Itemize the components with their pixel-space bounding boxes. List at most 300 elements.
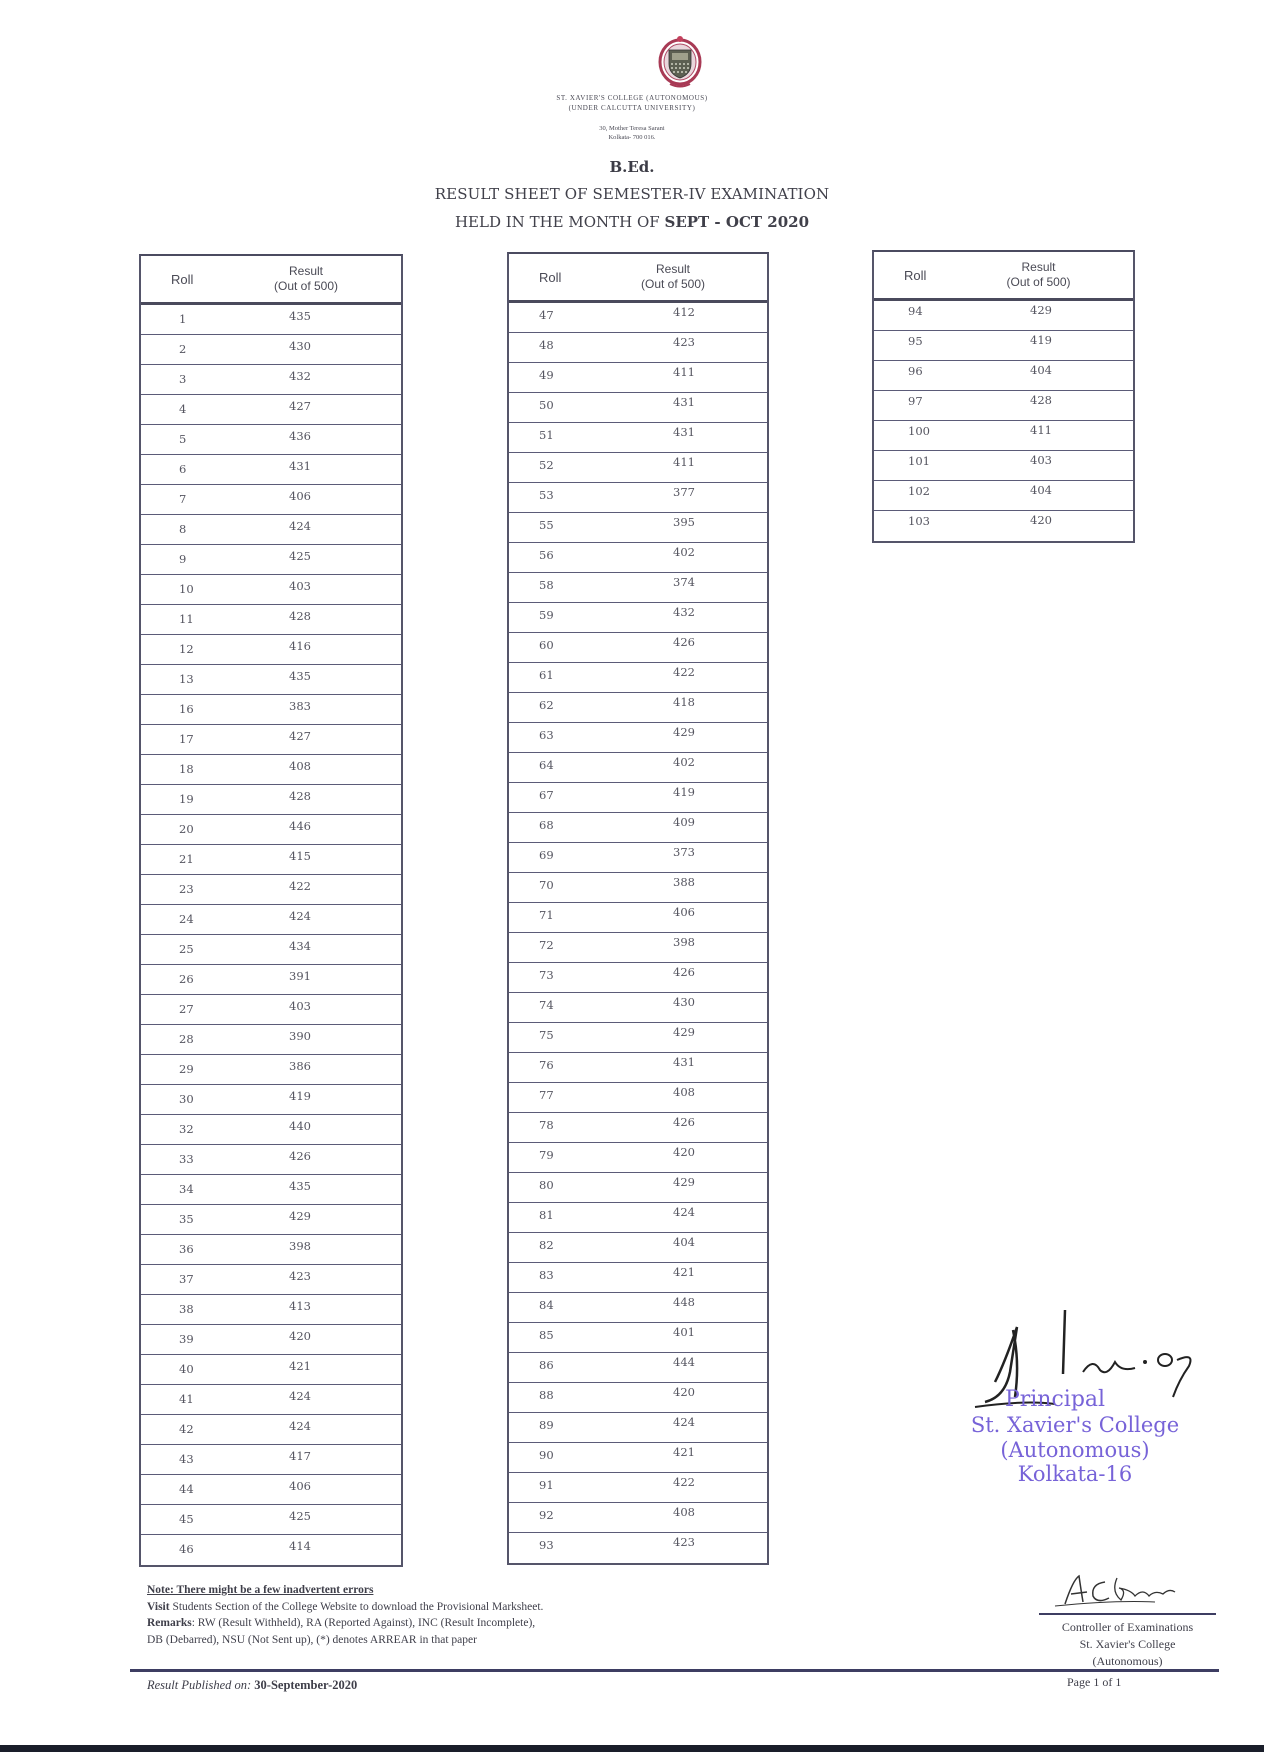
controller-signature-block <box>1035 1570 1220 1670</box>
result-cell: 377 <box>673 485 695 499</box>
table-row <box>509 693 767 723</box>
result-cell: 436 <box>289 429 311 443</box>
table-header <box>141 256 401 305</box>
table-row <box>141 1415 401 1445</box>
notes-block <box>147 1582 543 1648</box>
roll-cell: 100 <box>908 424 930 438</box>
table-row <box>509 993 767 1023</box>
roll-cell: 45 <box>179 1512 194 1526</box>
result-cell: 421 <box>673 1445 695 1459</box>
roll-cell: 69 <box>539 848 554 862</box>
roll-cell: 23 <box>179 882 194 896</box>
roll-cell: 16 <box>179 702 194 716</box>
result-cell: 440 <box>289 1119 311 1133</box>
result-cell: 444 <box>673 1355 695 1369</box>
table-row <box>509 813 767 843</box>
table-row <box>141 1535 401 1565</box>
remarks-text: : RW (Result Withheld), RA (Reported Against), INC (Result Incomplete), <box>191 1617 536 1629</box>
roll-cell: 35 <box>179 1212 194 1226</box>
stamp-city: Kolkata-16 <box>1017 1462 1133 1486</box>
stamp-autonomous: (Autonomous) <box>1000 1438 1150 1462</box>
roll-cell: 10 <box>179 582 194 596</box>
result-cell: 402 <box>673 545 695 559</box>
result-cell: 418 <box>673 695 695 709</box>
result-cell: 419 <box>289 1089 311 1103</box>
scan-edge <box>0 1745 1264 1752</box>
table-row <box>141 455 401 485</box>
result-cell: 403 <box>289 579 311 593</box>
roll-cell: 9 <box>179 552 187 566</box>
table-row <box>141 545 401 575</box>
table-body <box>509 303 767 1563</box>
roll-cell: 27 <box>179 1002 194 1016</box>
results-table-1 <box>139 254 403 1567</box>
table-row <box>509 1323 767 1353</box>
roll-cell: 82 <box>539 1238 554 1252</box>
college-name: ST. XAVIER'S COLLEGE (AUTONOMOUS) <box>556 94 708 102</box>
stamp-college: St. Xavier's College <box>970 1413 1180 1437</box>
table-row <box>141 335 401 365</box>
result-cell: 403 <box>1030 453 1052 467</box>
roll-cell: 36 <box>179 1242 194 1256</box>
table-row <box>509 1353 767 1383</box>
table-row <box>141 875 401 905</box>
result-cell: 412 <box>673 305 695 319</box>
table-header <box>874 252 1133 301</box>
table-row <box>509 933 767 963</box>
table-row <box>141 635 401 665</box>
table-row <box>141 1055 401 1085</box>
roll-cell: 34 <box>179 1182 194 1196</box>
roll-cell: 21 <box>179 852 194 866</box>
result-cell: 420 <box>673 1385 695 1399</box>
table-row <box>141 485 401 515</box>
result-cell: 388 <box>673 875 695 889</box>
table-row <box>509 873 767 903</box>
table-row <box>509 513 767 543</box>
result-cell: 420 <box>1030 513 1052 527</box>
roll-cell: 95 <box>908 334 923 348</box>
roll-cell: 92 <box>539 1508 554 1522</box>
table-row <box>141 785 401 815</box>
controller-signature <box>1035 1570 1220 1608</box>
roll-cell: 53 <box>539 488 554 502</box>
table-row <box>141 1265 401 1295</box>
table-row <box>141 1025 401 1055</box>
table-row <box>874 451 1133 481</box>
principal-stamp <box>925 1300 1225 1486</box>
roll-cell: 24 <box>179 912 194 926</box>
result-cell: 373 <box>673 845 695 859</box>
roll-cell: 52 <box>539 458 554 472</box>
result-column-header <box>231 256 401 302</box>
result-cell: 422 <box>673 1475 695 1489</box>
roll-column-header: Roll <box>539 269 562 285</box>
table-row <box>874 391 1133 421</box>
result-column-header <box>599 254 767 300</box>
result-header-label: Result <box>655 262 690 276</box>
roll-cell: 42 <box>179 1422 194 1436</box>
roll-cell: 5 <box>179 432 187 446</box>
result-cell: 429 <box>673 1175 695 1189</box>
page-number: Page 1 of 1 <box>1067 1675 1122 1689</box>
result-cell: 431 <box>673 425 695 439</box>
roll-cell: 67 <box>539 788 554 802</box>
table-row <box>509 303 767 333</box>
result-cell: 417 <box>289 1449 311 1463</box>
table-row <box>874 511 1133 541</box>
result-cell: 431 <box>289 459 311 473</box>
result-cell: 411 <box>1030 423 1052 437</box>
table-row <box>141 365 401 395</box>
roll-cell: 13 <box>179 672 194 686</box>
result-cell: 429 <box>673 1025 695 1039</box>
result-cell: 426 <box>673 965 695 979</box>
result-cell: 426 <box>673 635 695 649</box>
roll-cell: 72 <box>539 938 554 952</box>
table-row <box>509 453 767 483</box>
result-cell: 432 <box>289 369 311 383</box>
table-row <box>141 395 401 425</box>
result-cell: 435 <box>289 1179 311 1193</box>
table-row <box>874 421 1133 451</box>
course-title: B.Ed. <box>609 158 655 176</box>
errors-note: Note: There might be a few inadvertent errors <box>147 1584 374 1596</box>
remarks-label: Remarks <box>147 1617 192 1629</box>
college-affiliation: (UNDER CALCUTTA UNIVERSITY) <box>568 104 696 112</box>
result-cell: 408 <box>673 1085 695 1099</box>
table-row <box>141 425 401 455</box>
result-cell: 411 <box>673 365 695 379</box>
roll-cell: 50 <box>539 398 554 412</box>
published-value: 30-September-2020 <box>254 1678 358 1692</box>
table-row <box>141 1505 401 1535</box>
roll-cell: 44 <box>179 1482 194 1496</box>
result-cell: 435 <box>289 309 311 323</box>
table-row <box>509 783 767 813</box>
result-cell: 374 <box>673 575 695 589</box>
result-cell: 420 <box>289 1329 311 1343</box>
result-cell: 423 <box>289 1269 311 1283</box>
result-header-max: (Out of 500) <box>640 277 706 291</box>
result-cell: 404 <box>673 1235 695 1249</box>
roll-cell: 86 <box>539 1358 554 1372</box>
table-row <box>141 815 401 845</box>
table-row <box>509 723 767 753</box>
table-row <box>141 905 401 935</box>
table-row <box>509 1113 767 1143</box>
result-cell: 421 <box>673 1265 695 1279</box>
roll-cell: 30 <box>179 1092 194 1106</box>
result-cell: 429 <box>673 725 695 739</box>
table-row <box>509 753 767 783</box>
roll-cell: 73 <box>539 968 554 982</box>
table-row <box>509 1443 767 1473</box>
roll-cell: 94 <box>908 304 923 318</box>
exam-period-value: SEPT - OCT 2020 <box>664 213 810 231</box>
result-cell: 415 <box>289 849 311 863</box>
roll-cell: 61 <box>539 668 554 682</box>
result-cell: 428 <box>1030 393 1052 407</box>
result-cell: 416 <box>289 639 311 653</box>
result-cell: 408 <box>673 1505 695 1519</box>
result-cell: 426 <box>673 1115 695 1129</box>
results-table-3 <box>872 250 1135 543</box>
roll-cell: 81 <box>539 1208 554 1222</box>
result-cell: 435 <box>289 669 311 683</box>
visit-text: Students Section of the College Website to download the Provisional Marksheet. <box>169 1600 544 1613</box>
roll-cell: 80 <box>539 1178 554 1192</box>
roll-column-header: Roll <box>904 267 927 283</box>
roll-cell: 37 <box>179 1272 194 1286</box>
roll-cell: 64 <box>539 758 554 772</box>
table-row <box>509 393 767 423</box>
result-cell: 428 <box>289 789 311 803</box>
table-row <box>874 301 1133 331</box>
roll-cell: 49 <box>539 368 554 382</box>
result-cell: 406 <box>673 905 695 919</box>
roll-cell: 88 <box>539 1388 554 1402</box>
exam-period-prefix: HELD IN THE MONTH OF <box>454 213 665 231</box>
result-cell: 424 <box>673 1205 695 1219</box>
roll-cell: 76 <box>539 1058 554 1072</box>
table-row <box>509 1203 767 1233</box>
result-cell: 425 <box>289 1509 311 1523</box>
exam-period <box>0 213 1264 231</box>
roll-cell: 55 <box>539 518 554 532</box>
result-cell: 398 <box>673 935 695 949</box>
table-row <box>509 1383 767 1413</box>
table-body <box>874 301 1133 541</box>
roll-cell: 78 <box>539 1118 554 1132</box>
roll-cell: 70 <box>539 878 554 892</box>
roll-cell: 33 <box>179 1152 194 1166</box>
roll-cell: 97 <box>908 394 923 408</box>
roll-cell: 40 <box>179 1362 194 1376</box>
result-cell: 430 <box>289 339 311 353</box>
result-cell: 419 <box>673 785 695 799</box>
table-row <box>141 575 401 605</box>
result-cell: 413 <box>289 1299 311 1313</box>
controller-title: Controller of Examinations <box>1061 1620 1194 1634</box>
roll-cell: 68 <box>539 818 554 832</box>
roll-cell: 46 <box>179 1542 194 1556</box>
roll-cell: 77 <box>539 1088 554 1102</box>
table-row <box>874 331 1133 361</box>
roll-cell: 58 <box>539 578 554 592</box>
result-cell: 391 <box>289 969 311 983</box>
table-row <box>509 1473 767 1503</box>
result-cell: 406 <box>289 489 311 503</box>
roll-cell: 59 <box>539 608 554 622</box>
table-row <box>509 903 767 933</box>
table-row <box>141 1325 401 1355</box>
table-row <box>141 1295 401 1325</box>
table-row <box>141 965 401 995</box>
result-cell: 432 <box>673 605 695 619</box>
roll-cell: 56 <box>539 548 554 562</box>
result-cell: 426 <box>289 1149 311 1163</box>
result-header-max: (Out of 500) <box>1006 275 1071 289</box>
signature-line <box>1039 1613 1216 1615</box>
roll-cell: 63 <box>539 728 554 742</box>
roll-cell: 6 <box>179 462 187 476</box>
roll-cell: 2 <box>179 342 187 356</box>
result-cell: 424 <box>289 1389 311 1403</box>
roll-cell: 90 <box>539 1448 554 1462</box>
roll-cell: 11 <box>179 612 194 626</box>
table-row <box>141 1445 401 1475</box>
result-cell: 434 <box>289 939 311 953</box>
table-row <box>509 333 767 363</box>
roll-cell: 51 <box>539 428 554 442</box>
result-cell: 403 <box>289 999 311 1013</box>
college-address-line1: 30, Mother Teresa Sarani <box>599 125 665 132</box>
result-cell: 423 <box>673 335 695 349</box>
result-header-label: Result <box>288 264 323 278</box>
table-row <box>141 725 401 755</box>
table-row <box>509 1173 767 1203</box>
result-cell: 424 <box>289 519 311 533</box>
roll-cell: 26 <box>179 972 194 986</box>
table-row <box>509 1023 767 1053</box>
table-row <box>874 361 1133 391</box>
result-cell: 431 <box>673 1055 695 1069</box>
stamp-title: Principal <box>1004 1387 1106 1412</box>
result-cell: 395 <box>673 515 695 529</box>
table-row <box>509 573 767 603</box>
result-header-label: Result <box>1021 260 1056 274</box>
roll-cell: 75 <box>539 1028 554 1042</box>
table-row <box>141 695 401 725</box>
table-body <box>141 305 401 1565</box>
table-row <box>141 1385 401 1415</box>
roll-cell: 20 <box>179 822 194 836</box>
table-row <box>141 1115 401 1145</box>
table-row <box>141 1235 401 1265</box>
table-header <box>509 254 767 303</box>
result-cell: 404 <box>1030 363 1052 377</box>
controller-autonomous: (Autonomous) <box>1092 1654 1163 1668</box>
roll-cell: 28 <box>179 1032 194 1046</box>
result-cell: 421 <box>289 1359 311 1373</box>
roll-cell: 48 <box>539 338 554 352</box>
roll-cell: 85 <box>539 1328 554 1342</box>
published-date <box>147 1678 357 1693</box>
remarks-note <box>147 1615 543 1632</box>
table-row <box>509 423 767 453</box>
results-table-2 <box>507 252 769 1565</box>
roll-cell: 93 <box>539 1538 554 1552</box>
roll-cell: 29 <box>179 1062 194 1076</box>
table-row <box>509 1233 767 1263</box>
roll-cell: 12 <box>179 642 194 656</box>
result-header-max: (Out of 500) <box>273 279 339 293</box>
college-address-line2: Kolkata- 700 016. <box>608 134 656 141</box>
table-row <box>141 1205 401 1235</box>
table-row <box>509 1533 767 1563</box>
roll-cell: 89 <box>539 1418 554 1432</box>
table-row <box>141 845 401 875</box>
table-row <box>141 665 401 695</box>
roll-cell: 102 <box>908 484 930 498</box>
visit-note <box>147 1599 543 1616</box>
table-row <box>509 363 767 393</box>
result-cell: 448 <box>673 1295 695 1309</box>
roll-cell: 84 <box>539 1298 554 1312</box>
roll-cell: 96 <box>908 364 923 378</box>
result-sheet-title: RESULT SHEET OF SEMESTER-IV EXAMINATION <box>434 185 830 203</box>
result-cell: 419 <box>1030 333 1052 347</box>
result-cell: 422 <box>289 879 311 893</box>
result-cell: 422 <box>673 665 695 679</box>
table-row <box>509 1503 767 1533</box>
roll-cell: 17 <box>179 732 194 746</box>
result-cell: 425 <box>289 549 311 563</box>
roll-cell: 41 <box>179 1392 194 1406</box>
roll-cell: 74 <box>539 998 554 1012</box>
table-row <box>141 1175 401 1205</box>
table-row <box>141 1085 401 1115</box>
table-row <box>509 1083 767 1113</box>
roll-cell: 19 <box>179 792 194 806</box>
result-cell: 428 <box>289 609 311 623</box>
table-row <box>509 1263 767 1293</box>
remarks-note-line2: DB (Debarred), NSU (Not Sent up), (*) denotes ARREAR in that paper <box>147 1633 477 1646</box>
table-row <box>141 1145 401 1175</box>
result-cell: 414 <box>289 1539 311 1553</box>
result-cell: 446 <box>289 819 311 833</box>
roll-cell: 101 <box>908 454 930 468</box>
result-cell: 427 <box>289 399 311 413</box>
result-cell: 386 <box>289 1059 311 1073</box>
result-cell: 390 <box>289 1029 311 1043</box>
result-cell: 401 <box>673 1325 695 1339</box>
table-row <box>141 935 401 965</box>
table-row <box>509 1293 767 1323</box>
result-cell: 398 <box>289 1239 311 1253</box>
table-row <box>509 843 767 873</box>
roll-cell: 8 <box>179 522 187 536</box>
table-row <box>141 605 401 635</box>
result-cell: 406 <box>289 1479 311 1493</box>
roll-cell: 18 <box>179 762 194 776</box>
footer-divider <box>130 1669 1219 1672</box>
roll-cell: 39 <box>179 1332 194 1346</box>
roll-cell: 7 <box>179 492 187 506</box>
table-row <box>141 995 401 1025</box>
roll-cell: 60 <box>539 638 554 652</box>
roll-cell: 4 <box>179 402 187 416</box>
table-row <box>141 755 401 785</box>
result-cell: 429 <box>1030 303 1052 317</box>
table-row <box>509 543 767 573</box>
roll-cell: 91 <box>539 1478 554 1492</box>
roll-cell: 83 <box>539 1268 554 1282</box>
table-row <box>509 963 767 993</box>
result-cell: 430 <box>673 995 695 1009</box>
college-crest-logo <box>655 34 705 90</box>
table-row <box>141 1475 401 1505</box>
roll-cell: 1 <box>179 312 187 326</box>
result-cell: 423 <box>673 1535 695 1549</box>
table-row <box>509 483 767 513</box>
table-row <box>509 1413 767 1443</box>
result-cell: 409 <box>673 815 695 829</box>
roll-cell: 25 <box>179 942 194 956</box>
roll-cell: 79 <box>539 1148 554 1162</box>
result-column-header <box>964 252 1133 298</box>
